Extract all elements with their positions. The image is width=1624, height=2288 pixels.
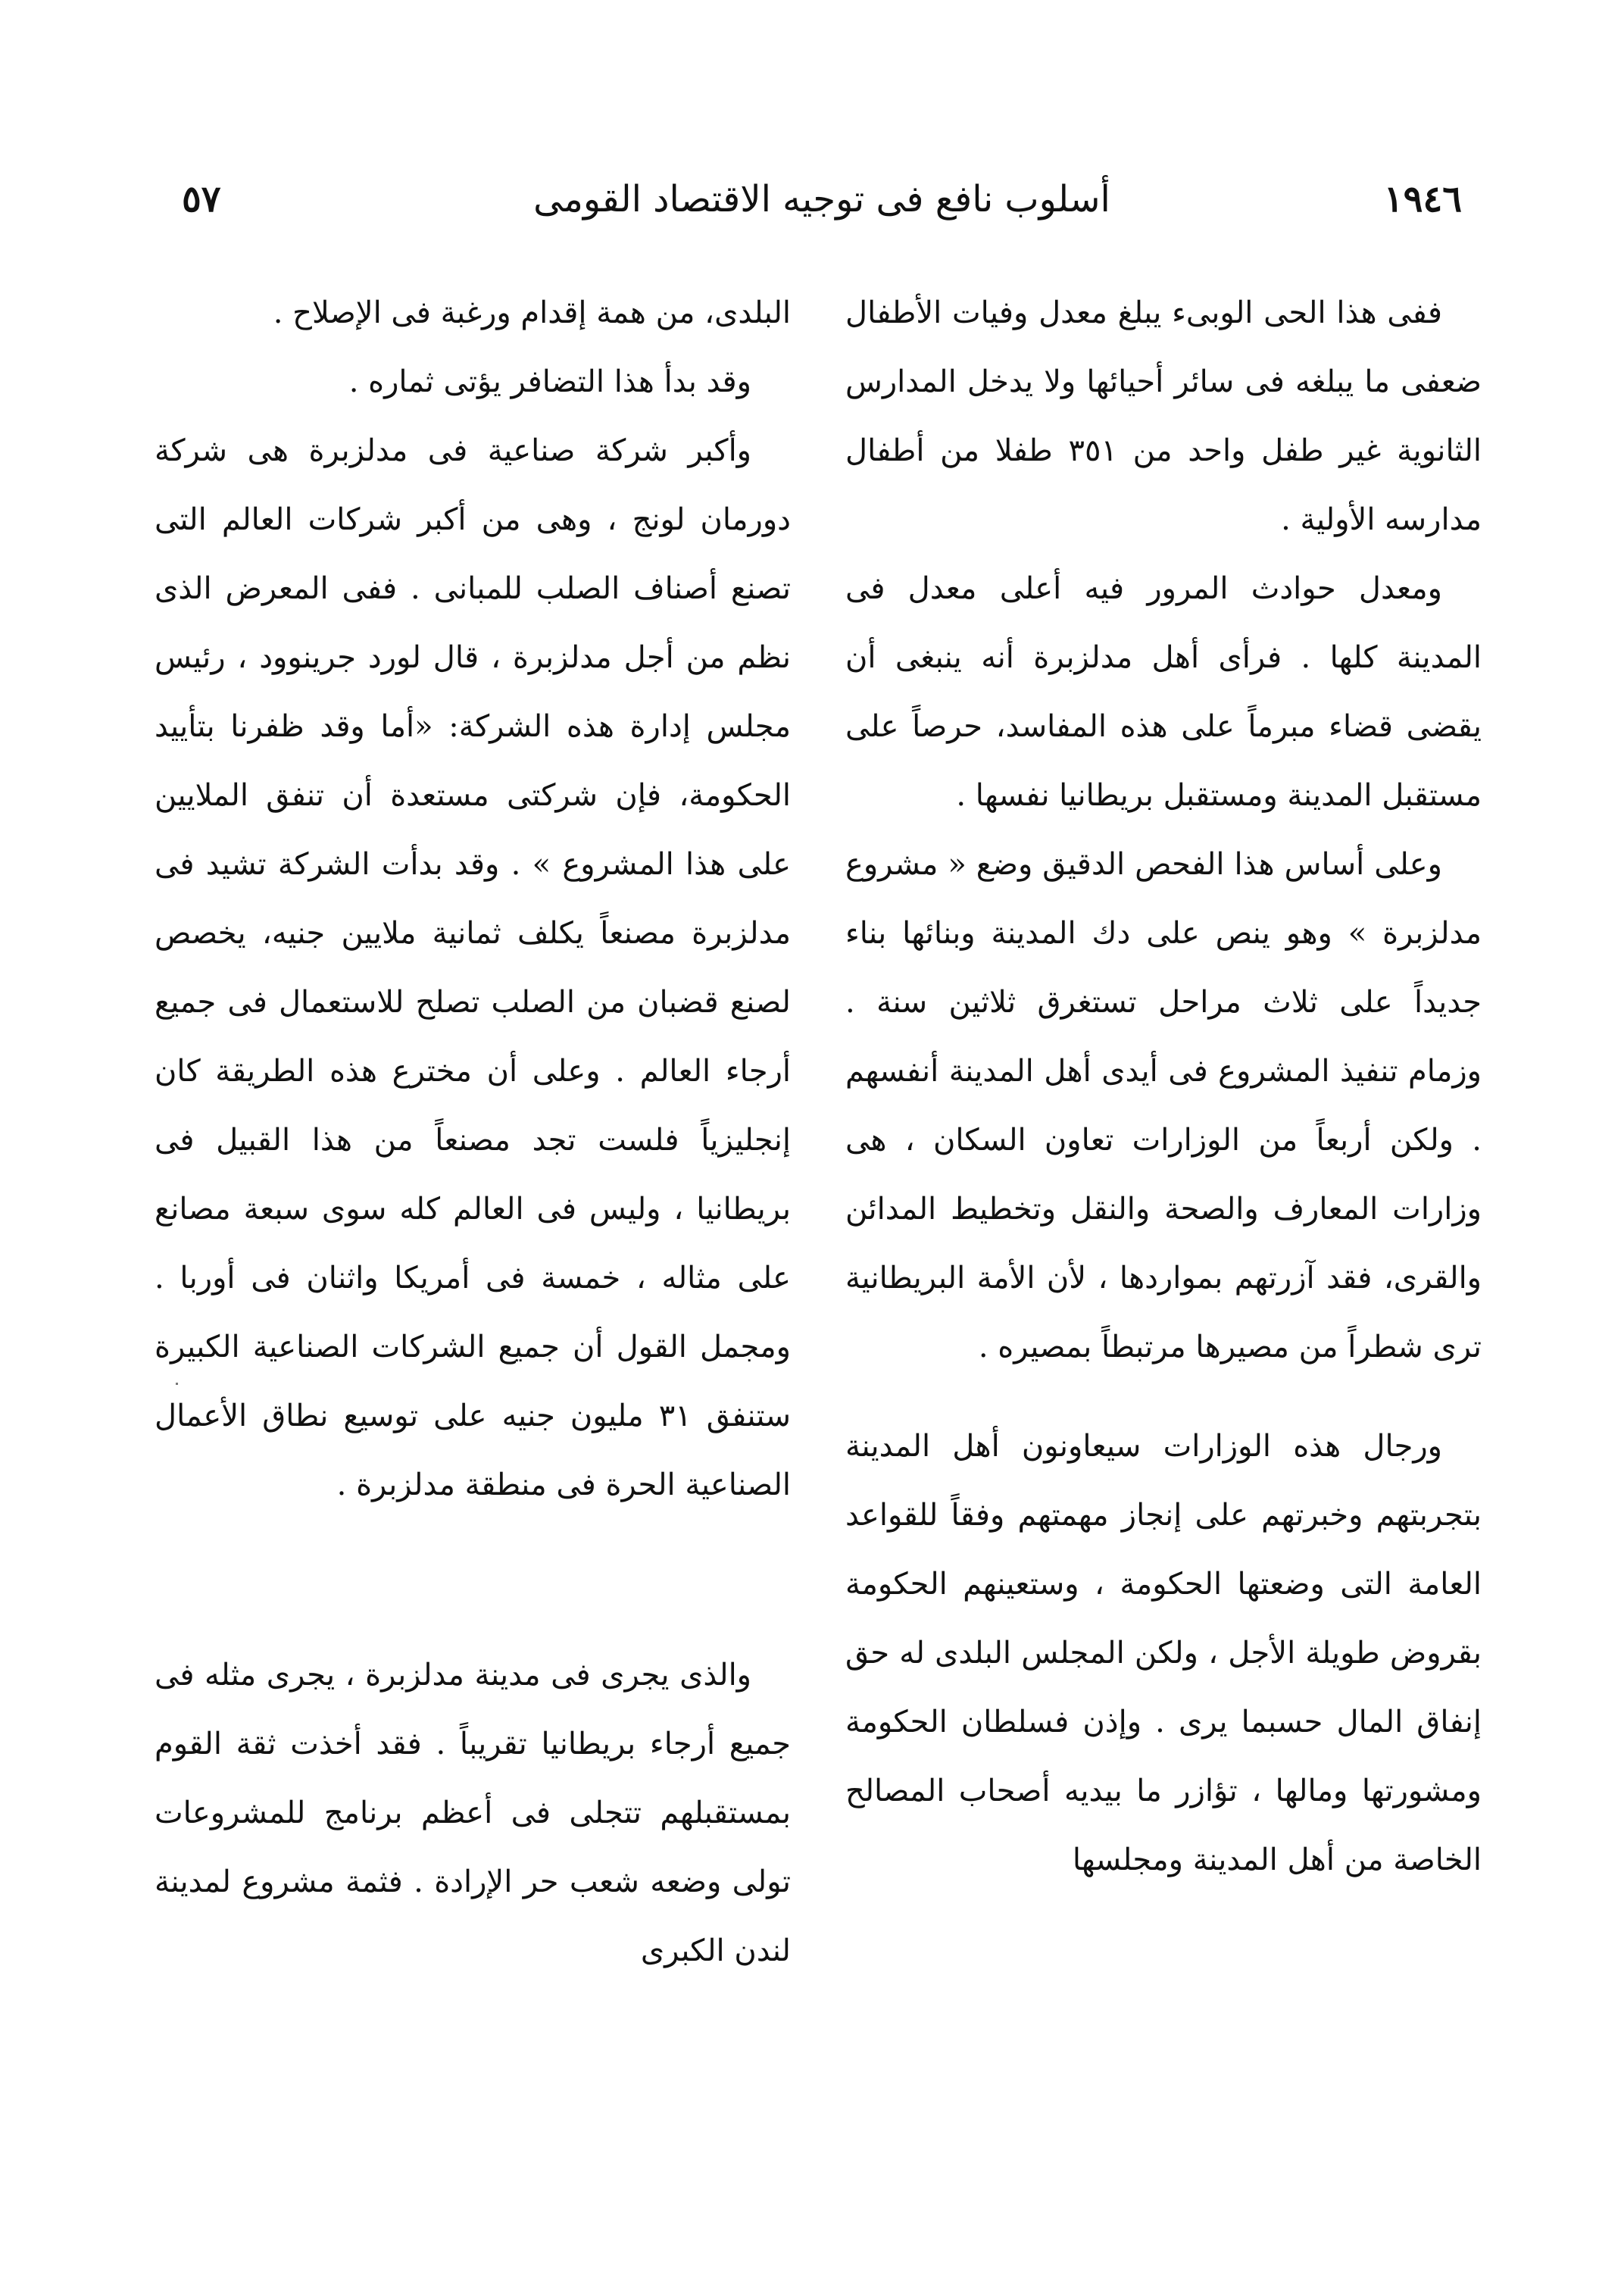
paragraph: والذى يجرى فى مدينة مدلزبرة ، يجرى مثله فى جميع أرجاء بريطانيا تقريباً . فقد أخذت ثقة القوم بمستقبلهم تتجلى فى أعظم برنامج للمشروعات تولى وضعه شعب حر الإرادة . فثمة مشروع لمدينة لندن الكبرى — [155, 1658, 791, 1968]
paragraph: البلدى، من همة إقدام ورغبة فى الإصلاح . — [273, 295, 791, 330]
paragraph: ففى هذا الحى الوبىء يبلغ معدل وفيات الأطفال ضعفى ما يبلغه فى سائر أحيائها ولا يدخل المدارس الثانوية غير طفل واحد من ٣٥١ طفلا من أطفال مدارسه الأولية . — [845, 295, 1482, 537]
left-column — [155, 279, 791, 1986]
running-header — [182, 178, 1462, 246]
header-title: أسلوب نافع فى توجيه الاقتصاد القومى — [533, 178, 1110, 220]
paragraph-spacer — [845, 1382, 1482, 1412]
paragraph: ومعدل حوادث المرور فيه أعلى معدل فى المدينة كلها . فرأى أهل مدلزبرة أنه ينبغى أن يقضى قضاء مبرماً على هذه المفاسد، حرصاً على مستقبل المدينة ومستقبل بريطانيا نفسها . — [845, 571, 1482, 813]
right-column — [845, 279, 1482, 1895]
paragraph: وقد بدأ هذا التضافر يؤتى ثماره . — [348, 364, 751, 399]
header-year: ١٩٤٦ — [1383, 178, 1462, 220]
paragraph-spacer — [155, 1520, 791, 1641]
page-number: ٥٧ — [182, 178, 221, 220]
paragraph: وعلى أساس هذا الفحص الدقيق وضع « مشروع مدلزبرة » وهو ينص على دك المدينة وبنائها بناء جديداً على ثلاث مراحل تستغرق ثلاثين سنة . وزمام تنفيذ المشروع فى أيدى أهل المدينة أنفسهم . ولكن أربعاً من الوزارات تعاون السكان ، هى وزارات المعارف والصحة والنقل وتخطيط المدائن والقرى، فقد آزرتهم بمواردها ، لأن الأمة البريطانية ترى شطراً من مصيرها مرتبطاً بمصيره . — [845, 847, 1482, 1364]
paragraph: ورجال هذه الوزارات سيعاونون أهل المدينة بتجربتهم وخبرتهم على إنجاز مهمتهم وفقاً للقواعد العامة التى وضعتها الحكومة ، وستعينهم الحكومة بقروض طويلة الأجل ، ولكن المجلس البلدى له حق إنفاق المال حسبما يرى . وإذن فسلطان الحكومة ومشورتها ومالها ، تؤازر ما بيديه أصحاب المصالح الخاصة من أهل المدينة ومجلسها — [845, 1429, 1482, 1877]
print-speck — [176, 1383, 178, 1385]
paragraph: وأكبر شركة صناعية فى مدلزبرة هى شركة دورمان لونج ، وهى من أكبر شركات العالم التى تصنع أصناف الصلب للمبانى . ففى المعرض الذى نظم من أجل مدلزبرة ، قال لورد جرينوود ، رئيس مجلس إدارة هذه الشركة: «أما وقد ظفرنا بتأييد الحكومة، فإن شركتى مستعدة أن تنفق الملايين على هذا المشروع » . وقد بدأت الشركة تشيد فى مدلزبرة مصنعاً يكلف ثمانية ملايين جنيه، يخصص لصنع قضبان من الصلب تصلح للاستعمال فى جميع أرجاء العالم . وعلى أن مخترع هذه الطريقة كان إنجليزياً فلست تجد مصنعاً من هذا القبيل فى بريطانيا ، وليس فى العالم كله سوى سبعة مصانع على مثاله ، خمسة فى أمريكا واثنان فى أوربا . ومجمل القول أن جميع الشركات الصناعية الكبيرة ستنفق ٣١ مليون جنيه على توسيع نطاق الأعمال الصناعية الحرة فى منطقة مدلزبرة . — [155, 433, 792, 1502]
